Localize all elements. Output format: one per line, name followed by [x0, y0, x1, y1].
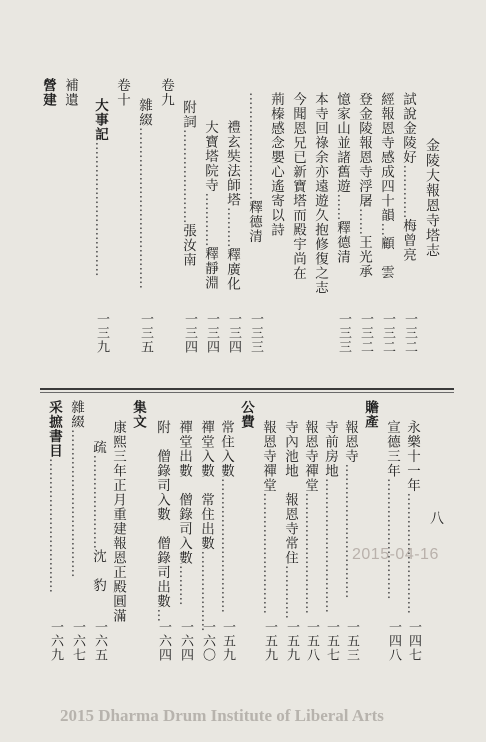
leader-dots: …………………………: [218, 478, 234, 613]
section-heading: [238, 400, 254, 429]
section-heading: [40, 78, 56, 107]
toc-entry: [290, 92, 306, 281]
entry-title: 憶家山並諸舊遊: [334, 92, 350, 194]
leader-dots: …………………: [180, 129, 196, 224]
entry-title: 宣德三年: [384, 420, 400, 478]
toc-entry: [176, 420, 192, 606]
entry-title: 禪堂入數 常住出數: [198, 420, 214, 551]
leader-dots: …………: [400, 164, 416, 219]
leader-dots: ……………………………: [68, 429, 84, 578]
entry-page: 一三四: [226, 312, 241, 354]
entry-author: 釋德清: [334, 220, 350, 264]
toc-entry: [136, 98, 152, 289]
entry-title: 登金陵報恩寺浮屠: [356, 92, 372, 208]
entry-author: 顧 雲: [378, 236, 394, 280]
toc-entry: [268, 92, 284, 237]
entry-title: 康熙三年正月重建報恩正殿圓滿: [110, 420, 126, 623]
toc-entry: [400, 92, 416, 262]
toc-entry: [110, 420, 126, 623]
leader-dots: …………………………: [322, 478, 338, 613]
entry-page: 一三五: [138, 312, 153, 354]
entry-title: 大寶塔院寺: [202, 120, 218, 193]
toc-entry: [198, 420, 214, 632]
leader-dots: ………………………: [384, 478, 400, 600]
entry-page: 一三九: [94, 312, 109, 354]
entry-author: 釋靜淵: [202, 246, 218, 290]
toc-entry: [260, 420, 276, 614]
entry-title: 報恩寺禪堂: [302, 420, 318, 493]
entry-author: 沈 豹: [90, 549, 106, 593]
entry-page: 一六五: [92, 620, 107, 662]
entry-page: 一四八: [386, 620, 401, 662]
toc-entry: [68, 400, 84, 578]
entry-page: 一五九: [262, 620, 277, 662]
entry-title: 常住入數: [218, 420, 234, 478]
toc-entry: [384, 420, 400, 600]
entry-page: 一三三: [248, 312, 263, 354]
entry-title: 報恩寺: [342, 420, 358, 464]
section-heading: [130, 400, 146, 429]
entry-page: 一五九: [284, 620, 299, 662]
page-number: 八: [430, 511, 444, 527]
leader-dots: …………………………: [46, 458, 62, 593]
entry-page: 一六七: [70, 620, 85, 662]
toc-entry: [302, 420, 318, 614]
leader-dots: ……: [334, 193, 350, 221]
toc-entry: [218, 420, 234, 613]
toc-entry: [282, 420, 298, 619]
entry-title: 附 僧錄司入數 僧錄司出數: [154, 420, 170, 609]
toc-entry: [180, 100, 196, 267]
running-title: 金陵大報恩寺塔志: [424, 138, 440, 258]
toc-entry: [378, 92, 394, 280]
entry-title: 永樂十一年: [404, 420, 420, 493]
entry-page: 一六四: [156, 620, 171, 662]
entry-title: 疏: [90, 440, 106, 455]
leader-dots: ………………………: [302, 492, 318, 614]
date-stamp: 2015-04-16: [352, 546, 439, 563]
entry-title: 禪堂出數 僧錄司入數: [176, 420, 192, 565]
entry-page: 一三二: [402, 312, 417, 354]
leader-dots: …: [378, 222, 394, 236]
entry-title: 雜綴: [136, 98, 152, 127]
toc-entry: [92, 98, 108, 277]
entry-title: 今聞恩兄已新寶塔而殿宇尚在: [290, 92, 306, 281]
entry-page: 一六〇: [200, 620, 215, 662]
leader-dots: …………………: [90, 454, 106, 549]
entry-title: 贍產: [362, 400, 378, 429]
entry-page: 一五八: [304, 620, 319, 662]
toc-entry: [246, 92, 262, 244]
toc-entry: [334, 92, 350, 264]
entry-title: 卷十: [114, 78, 130, 107]
entry-title: 公費: [238, 400, 254, 429]
volume-heading: [114, 78, 130, 107]
entry-title: 寺前房地: [322, 420, 338, 478]
leader-dots: ………: [176, 565, 192, 606]
section-heading: [62, 78, 78, 107]
entry-page: 一三二: [358, 312, 373, 354]
entry-page: 一五三: [344, 620, 359, 662]
entry-page: 一六四: [178, 620, 193, 662]
leader-dots: …………: [202, 192, 218, 247]
entry-title: 本寺回祿余亦遠遊久抱修復之志: [312, 92, 328, 295]
entry-page: 一五九: [220, 620, 235, 662]
entry-page: 一三四: [182, 312, 197, 354]
entry-author: 釋德清: [246, 200, 262, 244]
toc-entry: [312, 92, 328, 295]
leader-dots: ………………………: [260, 492, 276, 614]
toc-entry: [404, 420, 420, 614]
section-divider: [40, 388, 454, 390]
entry-title: 營建: [40, 78, 56, 107]
watermark-text: 2015 Dharma Drum Institute of Liberal Arts: [60, 706, 384, 725]
toc-entry: [90, 440, 106, 593]
toc-entry: [154, 420, 170, 622]
entry-title: 經報恩寺感成四十韻: [378, 92, 394, 223]
toc-entry: [224, 120, 240, 291]
entry-title: 大事記: [92, 98, 108, 142]
leader-dots: ………: [224, 207, 240, 248]
entry-title: 寺內池地 報恩寺常住: [282, 420, 298, 565]
leader-dots: ………………………: [404, 492, 420, 614]
entry-title: 報恩寺禪堂: [260, 420, 276, 493]
toc-entry: [356, 92, 372, 279]
entry-page: 一三四: [204, 312, 219, 354]
entry-title: 禮玄奘法師塔: [224, 120, 240, 207]
leader-dots: …………………………: [92, 141, 108, 277]
volume-heading: [158, 78, 174, 107]
entry-title: 雜綴: [68, 400, 84, 429]
entry-author: 梅曾亮: [400, 218, 416, 262]
section-heading: [362, 400, 378, 429]
entry-title: 集文: [130, 400, 146, 429]
toc-entry: [202, 120, 218, 290]
leader-dots: …………………………: [342, 463, 358, 599]
entry-page: 一三三: [336, 312, 351, 354]
entry-title: 采摭書目: [46, 400, 62, 458]
entry-page: 一五七: [324, 620, 339, 662]
toc-entry: [46, 400, 62, 593]
entry-title: 荊榛感念嬰心遙寄以詩: [268, 92, 284, 237]
entry-page: 一三二: [380, 312, 395, 354]
leader-dots: …: [154, 608, 170, 622]
leader-dots: ………………………………: [136, 127, 152, 289]
toc-entry: [342, 420, 358, 599]
entry-author: 王光承: [356, 235, 372, 279]
entry-page: 一六九: [48, 620, 63, 662]
leader-dots: ……………………: [246, 92, 262, 200]
toc-entry: [322, 420, 338, 613]
entry-author: 釋廣化: [224, 247, 240, 291]
entry-title: 卷九: [158, 78, 174, 107]
entry-title: 試說金陵好: [400, 92, 416, 165]
entry-title: 附詞: [180, 100, 196, 129]
entry-author: 張汝南: [180, 223, 196, 267]
entry-page: 一四七: [406, 620, 421, 662]
leader-dots: …………: [282, 565, 298, 619]
leader-dots: ……: [356, 208, 372, 235]
entry-title: 補遺: [62, 78, 78, 107]
leader-dots: ………………: [198, 550, 214, 632]
